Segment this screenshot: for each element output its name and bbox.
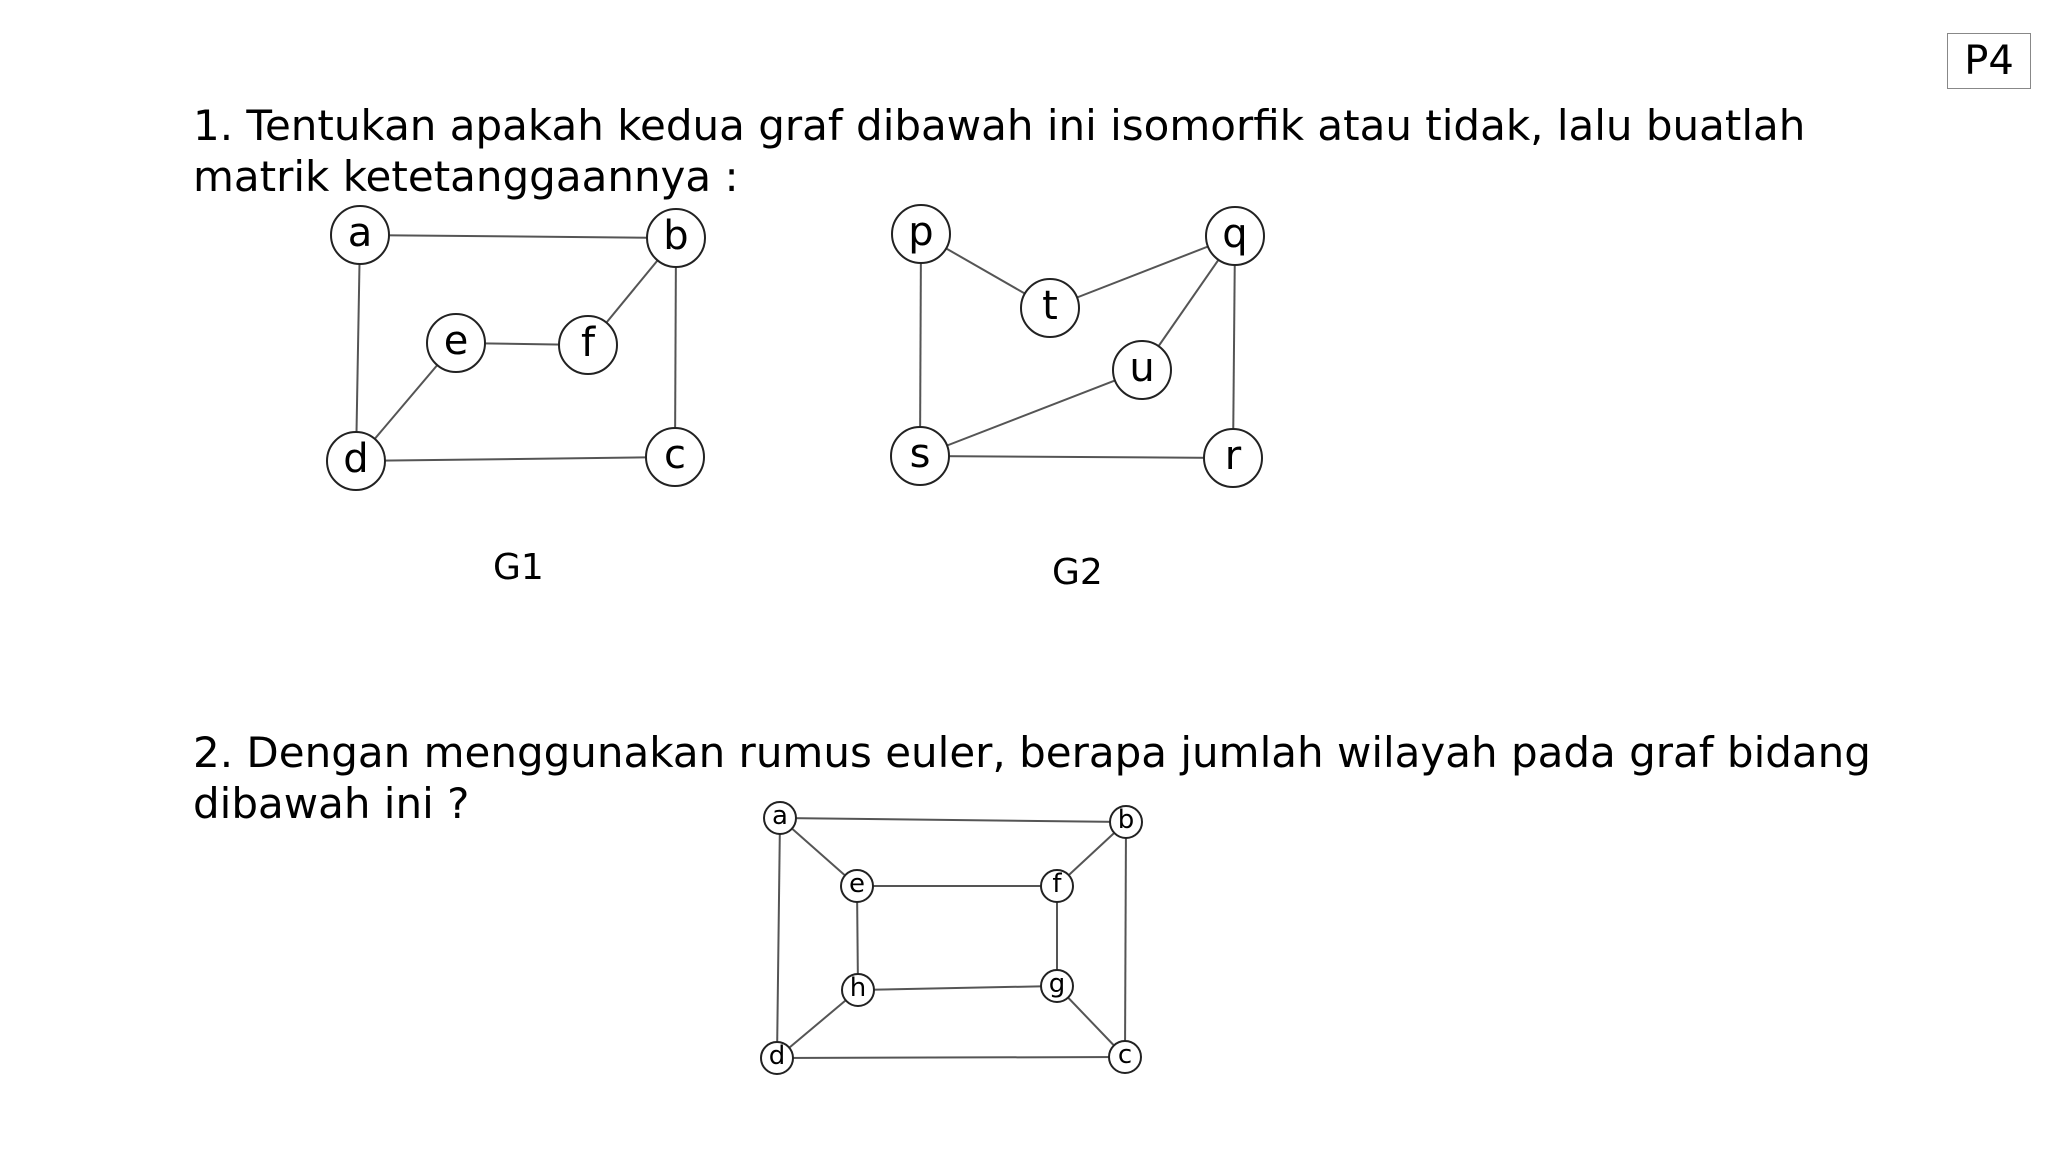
vertex-d (761, 1041, 793, 1074)
vertex-b (1110, 805, 1142, 838)
vertex-f (1041, 869, 1073, 902)
vertex-label: r (1224, 433, 1242, 479)
vertex-label: g (1048, 969, 1066, 999)
vertex-label: p (908, 209, 934, 255)
vertex-label: e (443, 318, 469, 364)
vertex-label: a (772, 801, 788, 831)
vertex-label: q (1222, 211, 1248, 257)
vertex-label: b (663, 213, 689, 259)
vertex-a (764, 801, 796, 834)
edge-a-b (780, 818, 1126, 822)
vertex-label: f (580, 320, 596, 366)
vertex-label: b (1117, 805, 1135, 835)
vertex-label: d (768, 1041, 786, 1071)
question-1-text: 1. Tentukan apakah kedua graf dibawah ini isomorfik atau tidak, lalu buatlah matrik ketetanggaannya : (193, 101, 1819, 201)
question-2-text: 2. Dengan menggunakan rumus euler, berapa jumlah wilayah pada graf bidang dibawah ini ? (193, 728, 1885, 828)
vertex-label: c (1117, 1040, 1133, 1070)
graph-planar-edges (777, 818, 1126, 1058)
edge-a-d (777, 818, 780, 1058)
vertex-label: h (849, 973, 867, 1003)
vertex-label: c (664, 432, 686, 478)
graph-planar-vertices (761, 801, 1142, 1074)
vertex-c (1109, 1040, 1141, 1073)
edge-b-c (1125, 822, 1126, 1057)
vertex-e (841, 869, 873, 902)
edge-g-h (858, 986, 1057, 990)
edge-d-c (777, 1057, 1125, 1058)
vertex-label: f (1052, 869, 1062, 899)
page-label: P4 (1947, 33, 2031, 89)
vertex-label: t (1042, 283, 1058, 329)
vertex-g (1041, 969, 1073, 1002)
vertex-label: e (849, 869, 865, 899)
vertex-label: s (909, 431, 931, 477)
vertex-label: a (347, 210, 373, 256)
vertex-h (842, 973, 874, 1006)
vertex-label: u (1129, 345, 1155, 391)
graph-g2-caption: G2 (1052, 552, 1103, 593)
vertex-label: d (343, 436, 369, 482)
graph-g1-caption: G1 (493, 547, 544, 588)
